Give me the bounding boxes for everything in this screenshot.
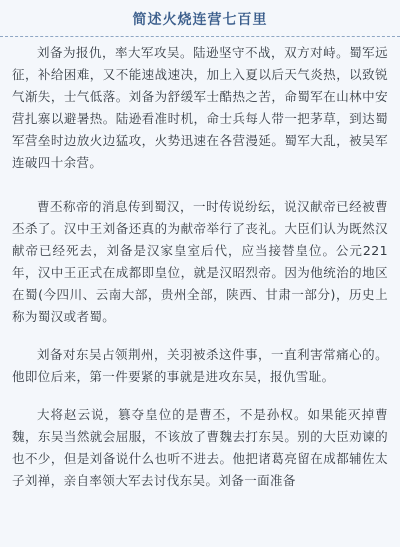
paragraph: 曹丕称帝的消息传到蜀汉，一时传说纷纭，说汉献帝已经被曹丕杀了。汉中王刘备还真的为献帝举行了丧礼。大臣们认为既然汉献帝已经死去，刘备是汉家皇室后代，应当接替皇位。公元221年，汉中王正式在成都即皇位，就是汉昭烈帝。因为他统治的地区在蜀(今四川、云南大部，贵州全部，陕西、甘肃一部分)，历史上称为蜀汉或者蜀。 — [12, 199, 388, 324]
title-divider — [0, 36, 400, 37]
paragraph: 刘备为报仇，率大军攻吴。陆逊坚守不战，双方对峙。蜀军远征，补给困难，又不能速战速决，加上入夏以后天气炎热，以致锐气渐失，士气低落。刘备为舒缓军士酷热之苦，命蜀军在山林中安营扎寨以避暑热。陆逊看准时机，命士兵每人带一把茅草，到达蜀军营垒时边放火边猛攻，火势迅速在各营漫延。蜀军大乱，被吴军连破四十余营。 — [12, 45, 388, 170]
article-body — [12, 42, 388, 508]
paragraph: 刘备对东吴占领荆州，关羽被杀这件事，一直利害常痛心的。他即位后来，第一件要紧的事就是进攻东吴，报仇雪耻。 — [12, 347, 388, 384]
article-title: 简述火烧连营七百里 — [132, 11, 268, 28]
paragraph: 大将赵云说，篡夺皇位的是曹丕，不是孙权。如果能灭掉曹魏，东吴当然就会屈服，不该放了曹魏去打东吴。别的大臣劝谏的也不少，但是刘备说什么也听不进去。他把诸葛亮留在成都辅佐太子刘禅，亲自率领大军去讨伐东吴。刘备一面准备 — [12, 407, 388, 488]
